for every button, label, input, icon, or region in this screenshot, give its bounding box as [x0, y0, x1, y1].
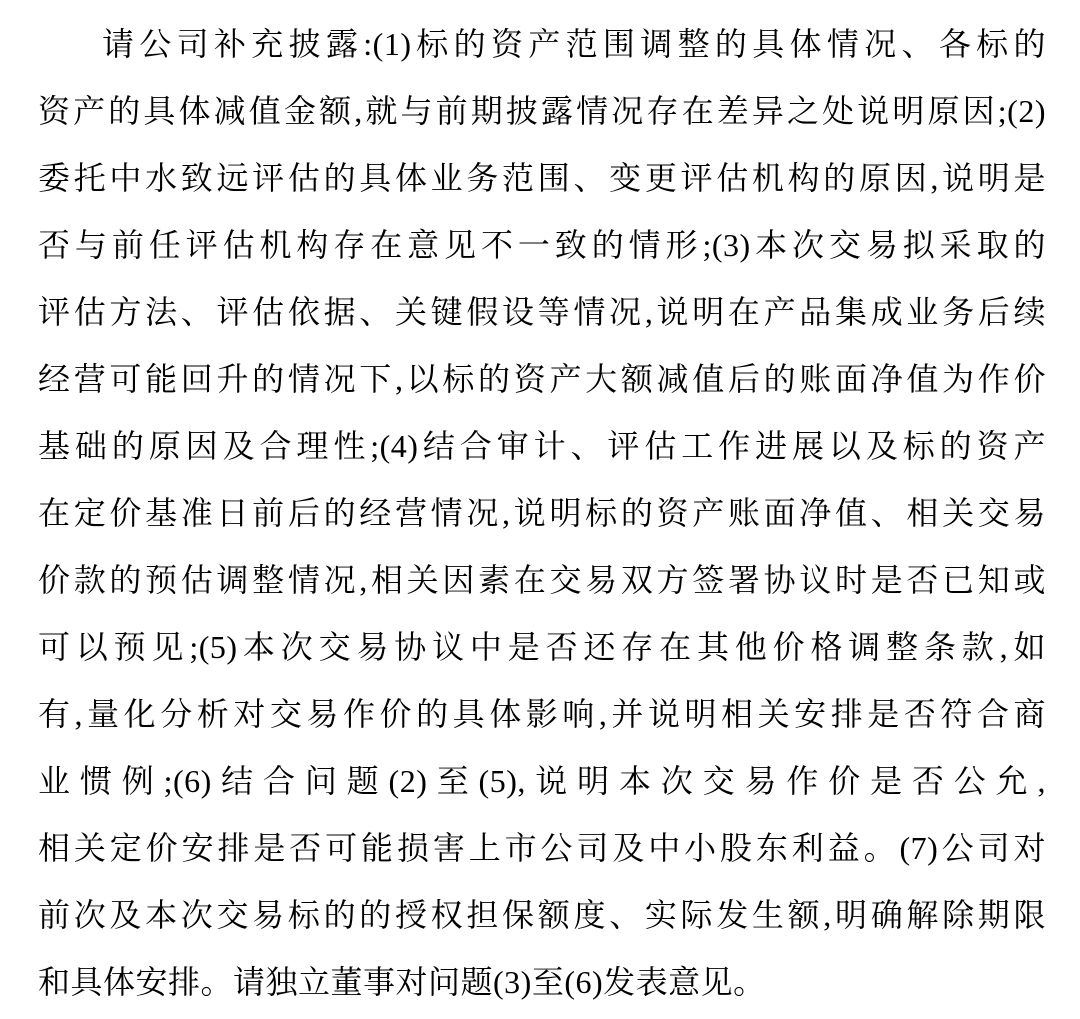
- text-line: 基础的原因及合理性;(4)结合审计、评估工作进展以及标的资产: [38, 428, 1046, 464]
- text-line: 价款的预估调整情况,相关因素在交易双方签署协议时是否已知或: [38, 562, 1046, 598]
- text-line: 资产的具体减值金额,就与前期披露情况存在差异之处说明原因;(2): [38, 93, 1046, 129]
- text-line: 和具体安排。请独立董事对问题(3)至(6)发表意见。: [38, 964, 766, 1000]
- text-line: 相关定价安排是否可能损害上市公司及中小股东利益。(7)公司对: [38, 830, 1046, 866]
- text-line: 有,量化分析对交易作价的具体影响,并说明相关安排是否符合商: [38, 696, 1046, 732]
- text-line: 在定价基准日前后的经营情况,说明标的资产账面净值、相关交易: [38, 495, 1046, 531]
- text-line: 可以预见;(5)本次交易协议中是否还存在其他价格调整条款,如: [38, 629, 1046, 665]
- text-line: 业惯例;(6)结合问题(2)至(5),说明本次交易作价是否公允,: [38, 763, 1046, 799]
- text-line: 请公司补充披露:(1)标的资产范围调整的具体情况、各标的: [102, 26, 1046, 62]
- paragraph: [38, 11, 1046, 1016]
- text-line: 前次及本次交易标的的授权担保额度、实际发生额,明确解除期限: [38, 897, 1046, 933]
- text-line: 经营可能回升的情况下,以标的资产大额减值后的账面净值为作价: [38, 361, 1046, 397]
- text-line: 委托中水致远评估的具体业务范围、变更评估机构的原因,说明是: [38, 160, 1046, 196]
- text-line: 评估方法、评估依据、关键假设等情况,说明在产品集成业务后续: [38, 294, 1046, 330]
- text-line: 否与前任评估机构存在意见不一致的情形;(3)本次交易拟采取的: [38, 227, 1046, 263]
